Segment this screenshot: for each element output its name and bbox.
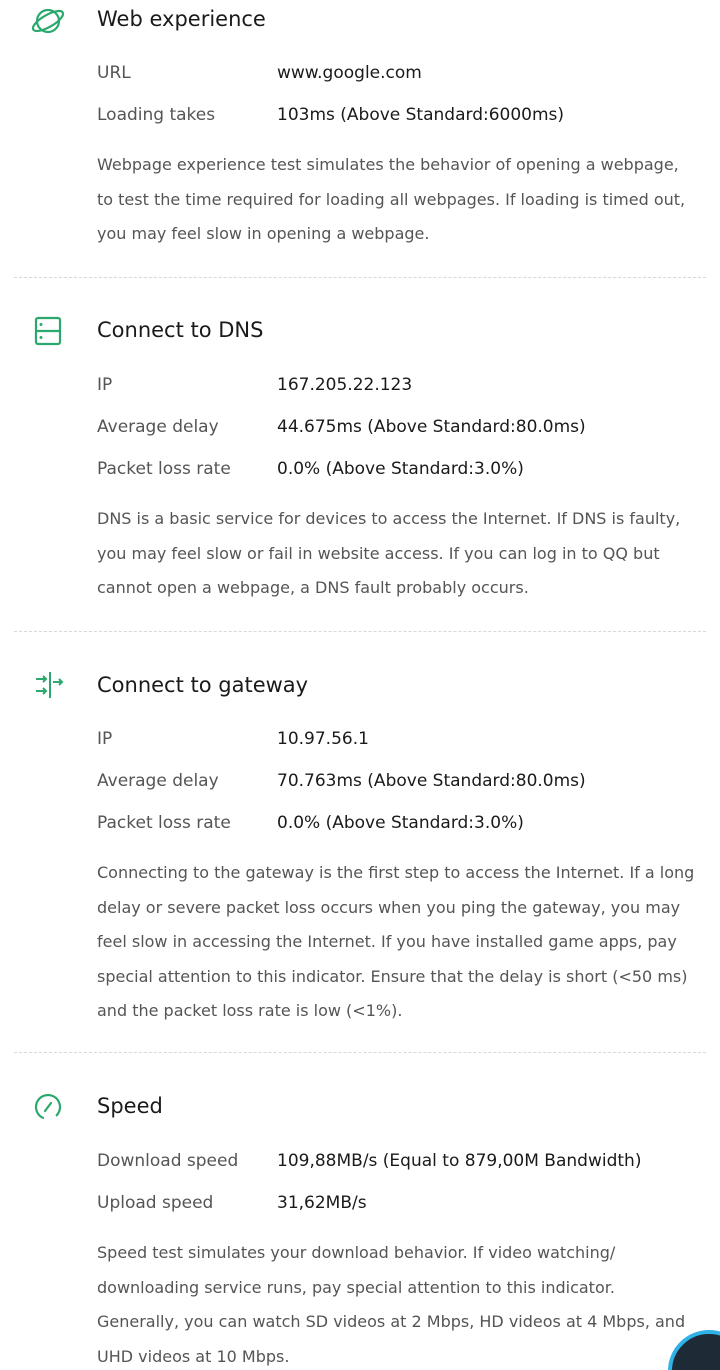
divider [14, 277, 706, 278]
row-label: URL [97, 63, 131, 83]
info-row-upload-speed [97, 1193, 697, 1223]
section-title: Connect to gateway [97, 673, 309, 697]
section-description: Webpage experience test simulates the behavior of opening a webpage, to test the time required for loading all webpages. If loading is timed out, you may feel slow in opening a webpage. [97, 155, 686, 243]
info-row-url [97, 63, 697, 93]
server-icon [30, 313, 66, 349]
section-description: DNS is a basic service for devices to access the Internet. If DNS is faulty, you may feel slow or fail in website access. If you can log in to QQ but cannot open a webpage, a DNS fault probably occurs. [97, 509, 681, 597]
info-row-ip [97, 729, 697, 759]
row-label: IP [97, 729, 113, 749]
row-value: 167.205.22.123 [277, 375, 413, 395]
info-row-packet-loss [97, 459, 697, 489]
row-value: 31,62MB/s [277, 1193, 367, 1213]
row-value: www.google.com [277, 63, 422, 83]
row-label: Packet loss rate [97, 459, 231, 479]
info-row-average-delay [97, 417, 697, 447]
info-row-download-speed [97, 1151, 697, 1181]
row-value: 70.763ms (Above Standard:80.0ms) [277, 771, 586, 791]
gateway-icon [30, 667, 66, 703]
row-value: 109,88MB/s (Equal to 879,00M Bandwidth) [277, 1151, 642, 1171]
section-description: Connecting to the gateway is the first step to access the Internet. If a long delay or severe packet loss occurs when you ping the gateway, you may feel slow in accessing the Internet. If you have installed game apps, pay special attention to this indicator. Ensure that the delay is short (<50 ms) and the packet loss rate is low (<1%). [97, 863, 695, 1020]
row-value: 103ms (Above Standard:6000ms) [277, 105, 565, 125]
row-label: Loading takes [97, 105, 216, 125]
section-title: Speed [97, 1094, 163, 1118]
section-description: Speed test simulates your download behavior. If video watching/ downloading service runs, pay special attention to this indicator. Generally, you can watch SD videos at 2 Mbps, HD videos at 4 Mbps, and UHD videos at 10 Mbps. [97, 1243, 686, 1366]
info-row-ip [97, 375, 697, 405]
row-label: IP [97, 375, 113, 395]
speedometer-icon [30, 1089, 66, 1125]
row-value: 0.0% (Above Standard:3.0%) [277, 813, 524, 833]
section-title: Connect to DNS [97, 318, 264, 342]
row-label: Average delay [97, 771, 219, 791]
info-row-average-delay [97, 771, 697, 801]
divider [14, 1052, 706, 1053]
info-row-loading [97, 105, 697, 135]
section-title: Web experience [97, 7, 266, 31]
row-label: Packet loss rate [97, 813, 231, 833]
row-value: 44.675ms (Above Standard:80.0ms) [277, 417, 586, 437]
info-row-packet-loss [97, 813, 697, 843]
row-value: 0.0% (Above Standard:3.0%) [277, 459, 524, 479]
globe-icon [30, 3, 66, 39]
row-value: 10.97.56.1 [277, 729, 369, 749]
row-label: Upload speed [97, 1193, 214, 1213]
divider [14, 631, 706, 632]
row-label: Download speed [97, 1151, 239, 1171]
row-label: Average delay [97, 417, 219, 437]
